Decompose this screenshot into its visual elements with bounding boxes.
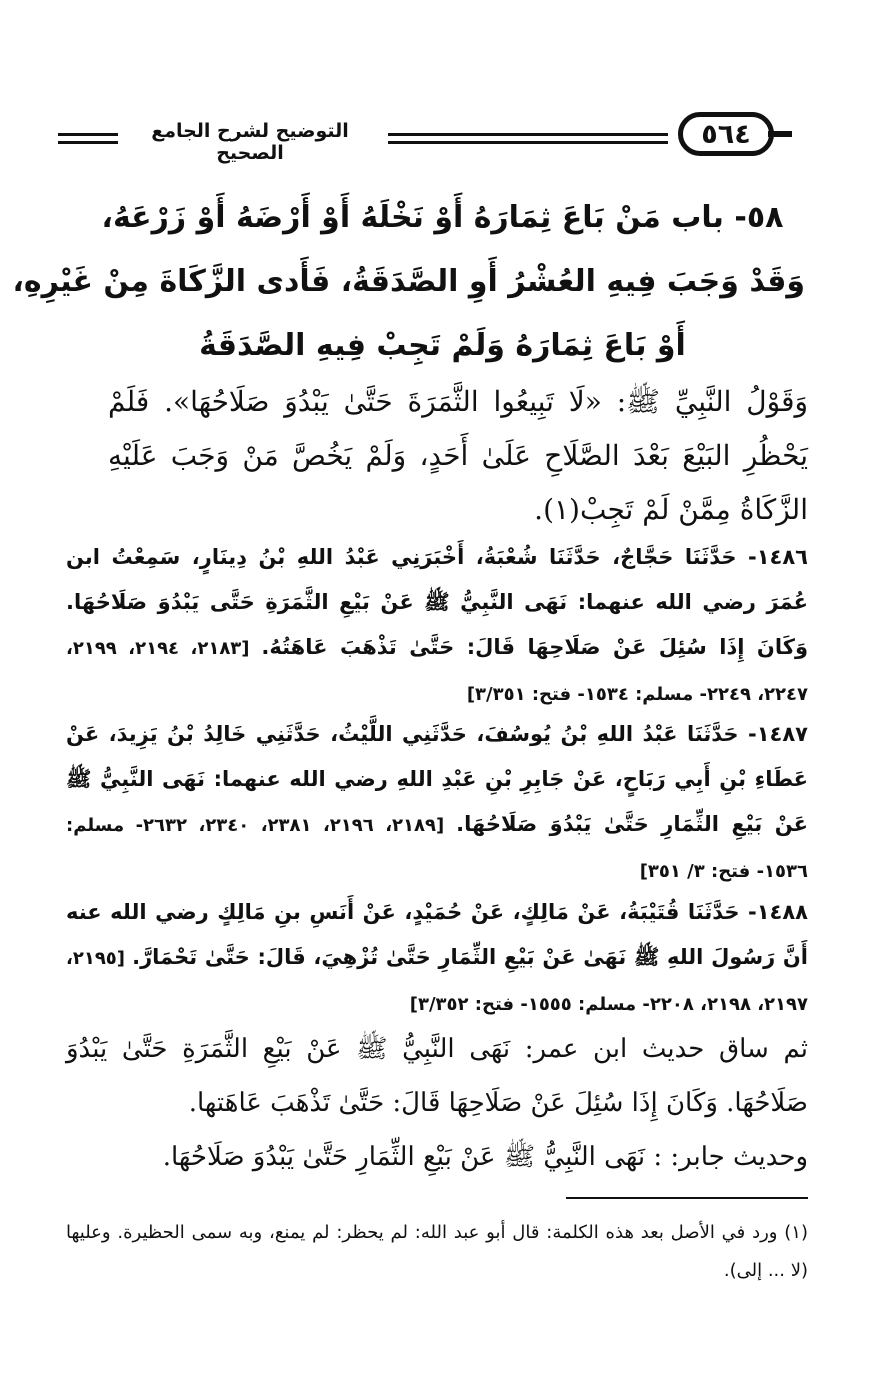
commentary-paragraph: وحديث جابر: : نَهَى النَّبِيُّ ﷺ عَنْ بَيْعِ الثِّمَارِ حَتَّىٰ يَبْدُوَ صَلَاحُهَا.	[162, 1142, 808, 1172]
hadith-text: ١٤٨٨- حَدَّثَنَا قُتَيْبَةُ، عَنْ مَالِكٍ، عَنْ حُمَيْدٍ، عَنْ أَنَسِ بنِ مَالِكٍ رضي الله عنه أَنَّ رَسُولَ اللهِ ﷺ نَهَىٰ عَنْ بَيْعِ الثِّمَارِ حَتَّىٰ تُزْهِيَ، قَالَ: حَتَّىٰ تَحْمَارَّ.	[66, 900, 809, 969]
hadith-reference: [٢١٨٣، ٢١٩٤، ٢١٩٩، ٢٢٤٧، ٢٢٤٩- مسلم: ١٥٣٤- فتح: ٣/٣٥١]	[66, 638, 808, 705]
chapter-heading-line: ٥٨- باب مَنْ بَاعَ ثِمَارَهُ أَوْ نَخْلَهُ أَوْ أَرْضَهُ أَوْ زَرْعَهُ،	[101, 200, 784, 235]
intro-text: وَقَوْلُ النَّبِيِّ ﷺ: «لَا تَبِيعُوا الثَّمَرَةَ حَتَّىٰ يَبْدُوَ صَلَاحُهَا». فَلَمْ يَحْظُرِ البَيْعَ بَعْدَ الصَّلَاحِ عَلَىٰ أَحَدٍ، وَلَمْ يَخُصَّ مَنْ وَجَبَ عَلَيْهِ الزَّكَاةُ مِمَّنْ لَمْ تَجِبْ(١).	[108, 385, 808, 526]
page-header	[58, 118, 778, 168]
footnote	[66, 1214, 808, 1290]
running-title: التوضيح لشرح الجامع الصحيح	[151, 120, 349, 164]
hadith-text: ١٤٨٧- حَدَّثَنَا عَبْدُ اللهِ بْنُ يُوسُفَ، حَدَّثَنِي اللَّيْثُ، حَدَّثَنِي خَالِدُ بْنُ يَزِيدَ، عَنْ عَطَاءِ بْنِ أَبِي رَبَاحٍ، عَنْ جَابِرِ بْنِ عَبْدِ اللهِ رضي الله عنهما: نَهَى النَّبِيُّ ﷺ عَنْ بَيْعِ الثِّمَارِ حَتَّىٰ يَبْدُوَ صَلَاحُهَا.	[66, 722, 809, 836]
hadith-text: ١٤٨٦- حَدَّثَنَا حَجَّاجٌ، حَدَّثَنَا شُعْبَةُ، أَخْبَرَنِي عَبْدُ اللهِ بْنُ دِينَارٍ، سَمِعْتُ ابن عُمَرَ رضي الله عنهما: نَهَى النَّبِيُّ ﷺ عَنْ بَيْعِ الثَّمَرَةِ حَتَّى يَبْدُوَ صَلَاحُهَا. وَكَانَ إِذَا سُئِلَ عَنْ صَلَاحِهَا قَالَ: حَتَّىٰ تَذْهَبَ عَاهَتُهُ.	[66, 545, 808, 659]
hadith-block	[66, 712, 808, 894]
chapter-heading	[12, 186, 805, 378]
page-number-badge	[678, 112, 774, 156]
commentary	[66, 1022, 808, 1184]
chapter-heading-line: وَقَدْ وَجَبَ فِيهِ العُشْرُ أَوِ الصَّدَقَةُ، فَأَدى الزَّكَاةَ مِنْ غَيْرِهِ،	[12, 264, 805, 299]
commentary-paragraph: ثم ساق حديث ابن عمر: نَهَى النَّبِيُّ ﷺ عَنْ بَيْعِ الثَّمَرَةِ حَتَّىٰ يَبْدُوَ صَلَاحُهَا. وَكَانَ إِذَا سُئِلَ عَنْ صَلَاحِهَا قَالَ: حَتَّىٰ تَذْهَبَ عَاهَتها.	[66, 1034, 808, 1118]
hadith-block	[66, 535, 808, 717]
hadith-reference: [٢١٩٥، ٢١٩٧، ٢١٩٨، ٢٢٠٨- مسلم: ١٥٥٥- فتح: ٣/٣٥٢]	[66, 948, 808, 1015]
header-rule	[58, 133, 118, 136]
header-rule	[768, 131, 792, 137]
header-rule	[388, 141, 668, 144]
footnote-divider	[566, 1197, 808, 1199]
page-number: ٥٦٤	[701, 118, 751, 150]
header-rule	[388, 133, 668, 136]
intro-paragraph	[108, 375, 808, 537]
header-rule	[58, 141, 118, 144]
footnote-text: (١) ورد في الأصل بعد هذه الكلمة: قال أبو عبد الله: لم يحظر: لم يمنع، وبه سمى الحظيرة. وعليها (لا ... إلى).	[66, 1222, 808, 1281]
hadith-block	[66, 890, 808, 1027]
hadith-reference: [٢١٨٩، ٢١٩٦، ٢٣٨١، ٢٣٤٠، ٢٦٣٢- مسلم: ١٥٣٦- فتح: ٣/ ٣٥١]	[66, 815, 808, 882]
chapter-heading-line: أَوْ بَاعَ ثِمَارَهُ وَلَمْ تَجِبْ فِيهِ الصَّدَقَةُ	[199, 328, 686, 363]
